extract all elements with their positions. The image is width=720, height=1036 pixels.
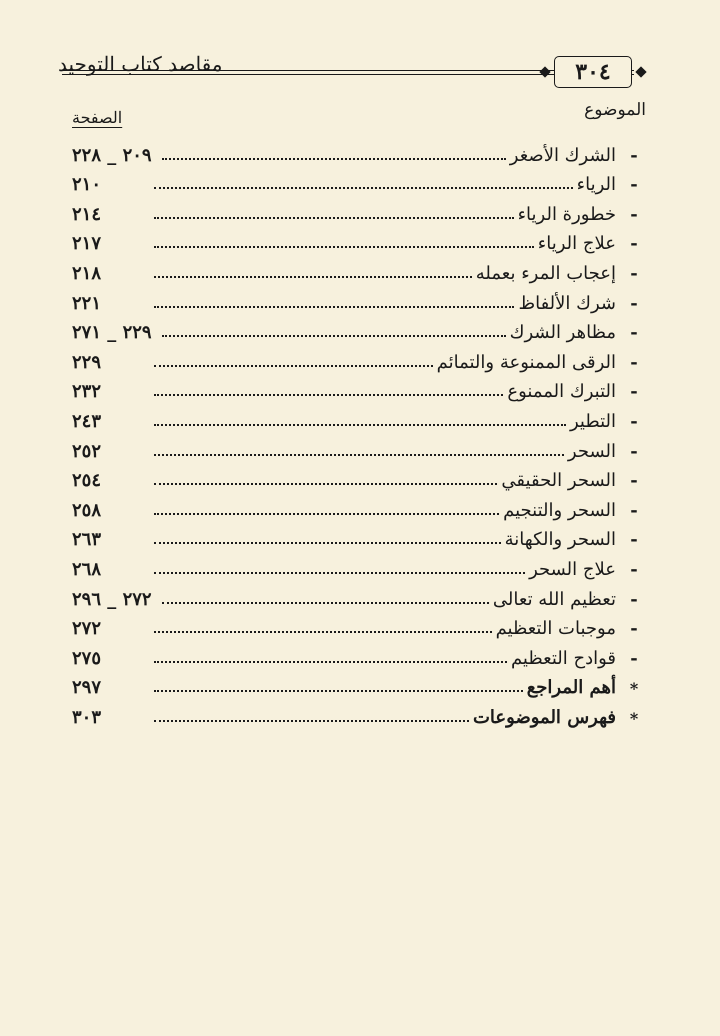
toc-entry [72,343,644,373]
dot-leader [154,571,525,574]
dash-marker: - [630,174,638,196]
toc-entry [72,521,644,551]
dot-leader [154,364,433,367]
toc-entry [72,462,644,492]
dash-marker: - [630,292,638,314]
entry-page-number: ٢٦٣ [72,529,102,551]
dot-leader [154,423,566,426]
entry-title: الشرك الأصغر [509,144,616,166]
dash-marker: - [630,647,638,669]
dot-leader [154,482,497,485]
entry-page-number: ٢٢١ [72,292,102,314]
dot-leader [154,216,514,219]
entry-title: التبرك الممنوع [507,381,616,403]
entry-title: إعجاب المرء بعمله [475,262,616,284]
dot-leader [154,186,573,189]
dot-leader [154,689,523,692]
dot-leader [162,601,489,604]
entry-page-number: ٢٧٢ _ ٢٩٦ [72,588,152,610]
entry-page-number: ٢٠٩ _ ٢٢٨ [72,144,152,166]
entry-title: السحر والكهانة [504,529,616,551]
dash-marker: - [630,499,638,521]
dot-leader [154,719,469,722]
dash-marker: - [630,529,638,551]
entry-title: علاج السحر [529,558,616,580]
entry-page-number: ٢٣٢ [72,381,102,403]
dash-marker: - [630,262,638,284]
entry-title: السحر الحقيقي [501,470,616,492]
toc-entry [72,698,644,728]
entry-page-number: ٢٧٥ [72,647,102,669]
asterisk-marker: * [629,679,639,699]
entry-title: السحر [567,440,616,462]
dot-leader [154,660,507,663]
toc-entry [72,314,644,344]
toc-entry [72,402,644,432]
dash-marker: - [630,144,638,166]
dot-leader [162,334,506,337]
dash-marker: - [630,470,638,492]
dot-leader [154,630,492,633]
toc-entry [72,373,644,403]
entry-page-number: ٢١٤ [72,203,102,225]
toc-entry [72,225,644,255]
dot-leader [154,275,472,278]
entry-page-number: ٣٠٣ [72,706,102,728]
toc-entry [72,580,644,610]
entry-title: أهم المراجع [526,677,616,699]
column-header-topic: الموضوع [584,100,646,120]
entry-page-number: ٢٥٢ [72,440,102,462]
toc-entry [72,284,644,314]
dot-leader [154,541,501,544]
entry-page-number: ٢٢٩ _ ٢٧١ [72,322,152,344]
dash-marker: - [630,440,638,462]
toc-entry [72,669,644,699]
entry-page-number: ٢٤٣ [72,410,102,432]
dash-marker: - [630,410,638,432]
entry-page-number: ٢١٧ [72,233,102,255]
dash-marker: - [630,618,638,640]
dash-marker: - [630,203,638,225]
entry-page-number: ٢٢٩ [72,351,102,373]
column-header-page: الصفحة [72,108,123,127]
toc-entry [72,136,644,166]
entry-title: السحر والتنجيم [503,499,616,521]
entry-title: موجبات التعظيم [495,618,616,640]
entry-page-number: ٢١٨ [72,262,102,284]
dash-marker: - [630,322,638,344]
entry-page-number: ٢٧٢ [72,618,102,640]
entry-title: علاج الرياء [537,233,616,255]
toc-entry [72,195,644,225]
dot-leader [154,305,514,308]
entry-title: الرياء [576,174,616,196]
dash-marker: - [630,233,638,255]
page-number: ٣٠٤ [554,56,632,88]
dot-leader [154,393,503,396]
entry-page-number: ٢١٠ [72,174,102,196]
asterisk-marker: * [629,708,639,728]
dot-leader [154,453,564,456]
entry-page-number: ٢٥٨ [72,499,102,521]
entry-title: فهرس الموضوعات [472,706,616,728]
toc-entry [72,254,644,284]
toc-entry [72,550,644,580]
dot-leader [154,512,499,515]
entry-title: خطورة الرياء [517,203,616,225]
toc-entry [72,432,644,462]
entry-page-number: ٢٥٤ [72,470,102,492]
toc-entry [72,639,644,669]
entry-title: مظاهر الشرك [509,322,616,344]
toc-entry [72,491,644,521]
entry-title: شرك الألفاظ [518,292,616,314]
dot-leader [154,245,534,248]
entry-page-number: ٢٦٨ [72,558,102,580]
dash-marker: - [630,558,638,580]
toc-entry [72,166,644,196]
running-title: مقاصد كتاب التوحيد [58,52,223,76]
dash-marker: - [630,351,638,373]
dash-marker: - [630,381,638,403]
toc-entry [72,610,644,640]
dot-leader [162,157,506,160]
dash-marker: - [630,588,638,610]
entry-page-number: ٢٩٧ [72,677,102,699]
table-of-contents [72,136,644,728]
entry-title: التطير [569,410,616,432]
entry-title: الرقى الممنوعة والتمائم [436,351,616,373]
entry-title: تعظيم الله تعالى [492,588,616,610]
entry-title: قوادح التعظيم [510,647,616,669]
